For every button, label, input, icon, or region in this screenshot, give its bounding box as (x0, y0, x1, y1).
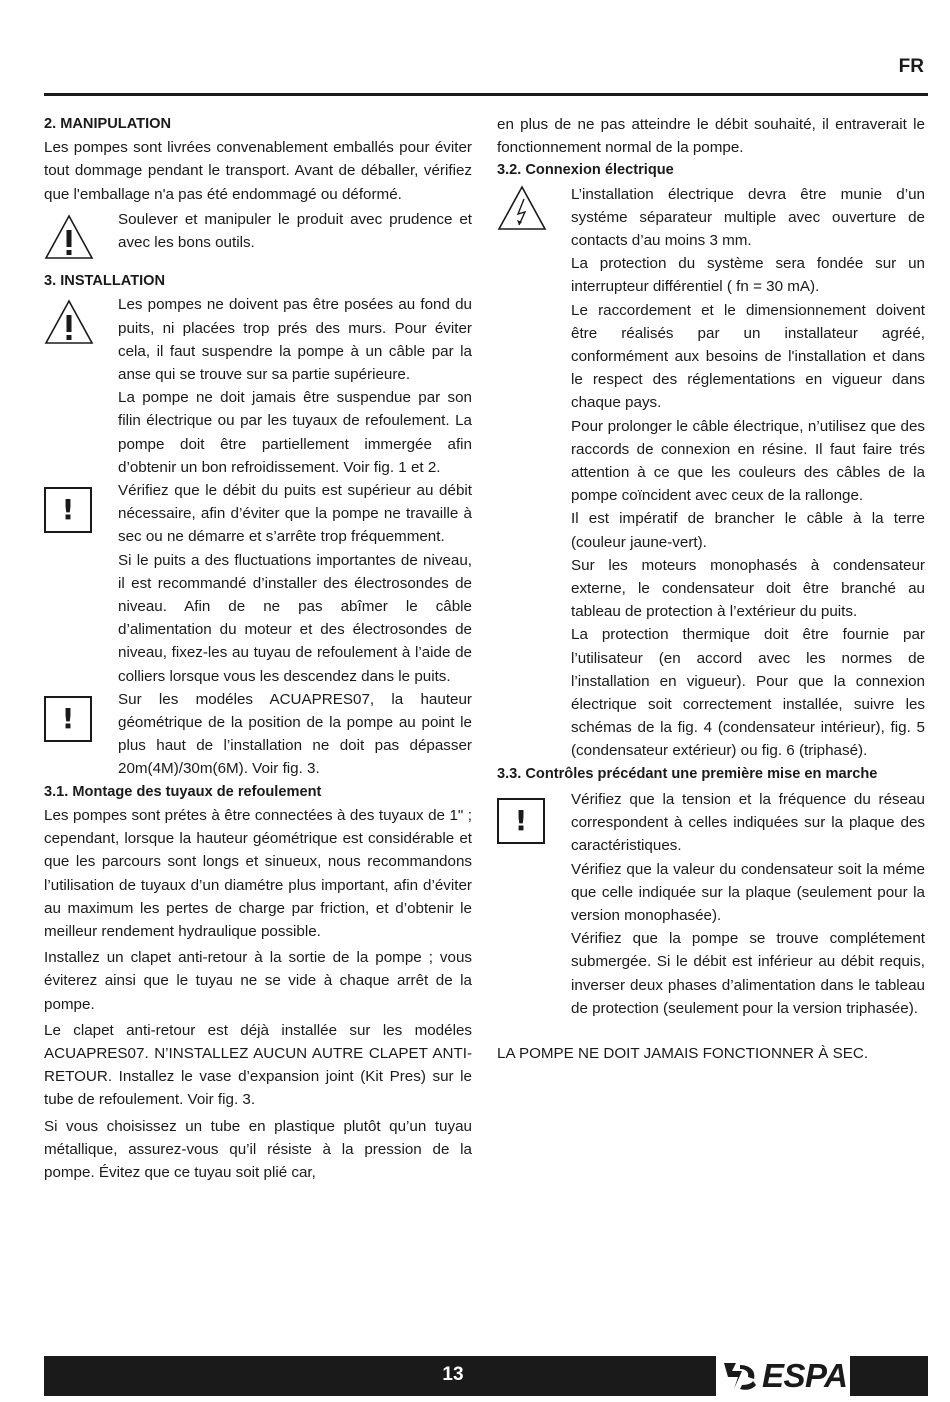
electrical-warning (497, 183, 925, 763)
section-3-1-paragraph-4: Si vous choisissez un tube en plastique plutôt qu’un tuyau métallique, assurez-vous qu’il résiste à la pression de la pompe. Évitez que ce tuyau soit plié car, (44, 1117, 472, 1181)
electrical-text-2: La protection du système sera fondée sur un interrupteur différentiel ( fn = 30 mA). (571, 255, 925, 296)
section-3-3-title: 3.3. Contrôles précédant une première mise en marche (497, 765, 878, 782)
electric-hazard-icon (497, 185, 547, 231)
continued-paragraph: en plus de ne pas atteindre le débit souhaité, il entraverait le fonctionnement normal de la pompe. (497, 116, 925, 157)
installation-warning-1 (44, 293, 472, 479)
section-2-paragraph: Les pompes sont livrées convenablement emballés pour éviter tout dommage pendant le transport. Avant de déballer, vérifiez que l'emballage n'a pas été endommagé ou déformé. (44, 139, 472, 203)
electrical-text-7: La protection thermique doit être fournie par l’utilisateur (en accord avec les normes de l’installation en vigueur). Pour que la connexion électrique soit correctement installée, suivre les schémas de la fig. 4 (condensateur intérieur), fig. 5 (condensateur extérieur) ou fig. 6 (triphasé). (571, 626, 925, 760)
section-3-1-paragraph-3: Le clapet anti-retour est déjà installée sur les modéles ACUAPRES07. N’INSTALLEZ AUCUN AUTRE CLAPET ANTI-RETOUR. Installez le vase d’expansion joint (Kit Pres) sur le tube de refoulement. Voir fig. 3. (44, 1021, 472, 1109)
installation-warning-3 (44, 688, 472, 781)
espa-logo (716, 1356, 850, 1396)
right-column (497, 113, 925, 1065)
startup-check-3: Vérifiez que la pompe se trouve complétement submergée. Si le débit est inférieur au débit requis, inverser deux phases d’alimentation dans le tableau de protection (seulement pour la version triphasée). (571, 930, 925, 1017)
warning-box-icon: ! (44, 487, 92, 533)
warning-box-icon: ! (497, 798, 545, 844)
warning-box-icon: ! (44, 696, 92, 742)
warning-triangle-icon (44, 214, 94, 260)
handling-warning (44, 208, 472, 254)
installation-warning-2 (44, 479, 472, 688)
language-code: FR (898, 56, 924, 77)
section-3-2-title: 3.2. Connexion électrique (497, 162, 674, 179)
electrical-text-4: Pour prolonger le câble électrique, n’utilisez que des raccords de connexion en résine. Il faut faire trés attention à ce que les couleurs des câbles de la pompe coïncident avec ceux de la rallonge. (571, 417, 925, 505)
left-column (44, 113, 472, 1184)
header-rule (44, 93, 928, 96)
startup-check-2: Vérifiez que la valeur du condensateur soit la méme que celle indiquée sur la plaque (seulement pour la version monophasée). (571, 860, 925, 924)
section-3-1-paragraph-2: Installez un clapet anti-retour à la sortie de la pompe ; vous éviterez ainsi que le tuyau ne se vide à chaque arrêt de la pompe. (44, 949, 472, 1013)
section-3-title: 3. INSTALLATION (44, 273, 166, 290)
installation-warning-2-text: Vérifiez que le débit du puits est supérieur au débit nécessaire, afin d’éviter que la pompe ne travaille à sec ou ne démarre et s’arrête trop fréquemment. (118, 482, 472, 546)
electrical-text-1: L’installation électrique devra être munie d’un systéme séparateur multiple avec ouverture de contacts d’au moins 3 mm. (571, 185, 925, 250)
installation-warning-2-text-2: Si le puits a des fluctuations importantes de niveau, il est recommandé d’installer des électrosondes de niveau. Afin de ne pas abîmer le câble d’alimentation du moteur et des électrosondes de niveau, fixez-les au tuyau de refoulement à l’aide de colliers lorsque vous les descendez dans le puits. (118, 551, 472, 685)
handling-warning-text: Soulever et manipuler le produit avec prudence et avec les bons outils. (118, 210, 472, 252)
installation-warning-1-text: Les pompes ne doivent pas être posées au fond du puits, ni placées trop prés des murs. Pour éviter cela, il faut suspendre la pompe à un câble par la anse qui se trouve sur sa partie supérieure. (118, 296, 472, 384)
installation-warning-1-text-2: La pompe ne doit jamais être suspendue par son filin électrique ou par les tuyaux de refoulement. La pompe doit être partiellement immergée afin d’obtenir un bon refroidissement. Voir fig. 1 et 2. (118, 389, 472, 476)
warning-triangle-icon (44, 299, 94, 345)
installation-warning-3-text: Sur les modéles ACUAPRES07, la hauteur géométrique de la position de la pompe au point le plus haut de l’installation ne doit pas dépasser 20m(4M)/30m(6M). Voir fig. 3. (118, 690, 472, 778)
electrical-text-3: Le raccordement et le dimensionnement doivent être réalisés par un installateur agréé, conformément aux besoins de l'installation et dans le respect des réglementations en vigueur dans chaque pays. (571, 301, 925, 412)
section-3-1-paragraph-1: Les pompes sont prétes à être connectées à des tuyaux de 1" ; cependant, lorsque la hauteur géométrique est considérable et que les parcours sont longs et sinueux, nous recommandons l’utilisation de tuyaux d’un diamétre plus important, afin d’éviter au maximum les pertes de charge par friction, et d’obtenir le meilleur rendement hydraulique possible. (44, 806, 472, 940)
startup-checks-warning (497, 788, 925, 1020)
section-3-1-title: 3.1. Montage des tuyaux de refoulement (44, 783, 322, 800)
section-2-title: 2. MANIPULATION (44, 116, 172, 132)
dry-run-warning: LA POMPE NE DOIT JAMAIS FONCTIONNER À SEC. (497, 1044, 869, 1062)
page-number: 13 (442, 1364, 464, 1385)
startup-check-1: Vérifiez que la tension et la fréquence du réseau correspondent à celles indiquées sur la plaque des caractéristiques. (571, 790, 925, 855)
espa-logo-icon (720, 1359, 758, 1393)
espa-logo-text: ESPA (762, 1357, 848, 1394)
electrical-text-6: Sur les moteurs monophasés à condensateur externe, le condensateur doit être branché au tableau de protection à l’extérieur du puits. (571, 556, 925, 621)
electrical-text-5: Il est impératif de brancher le câble à la terre (couleur jaune-vert). (571, 510, 925, 551)
